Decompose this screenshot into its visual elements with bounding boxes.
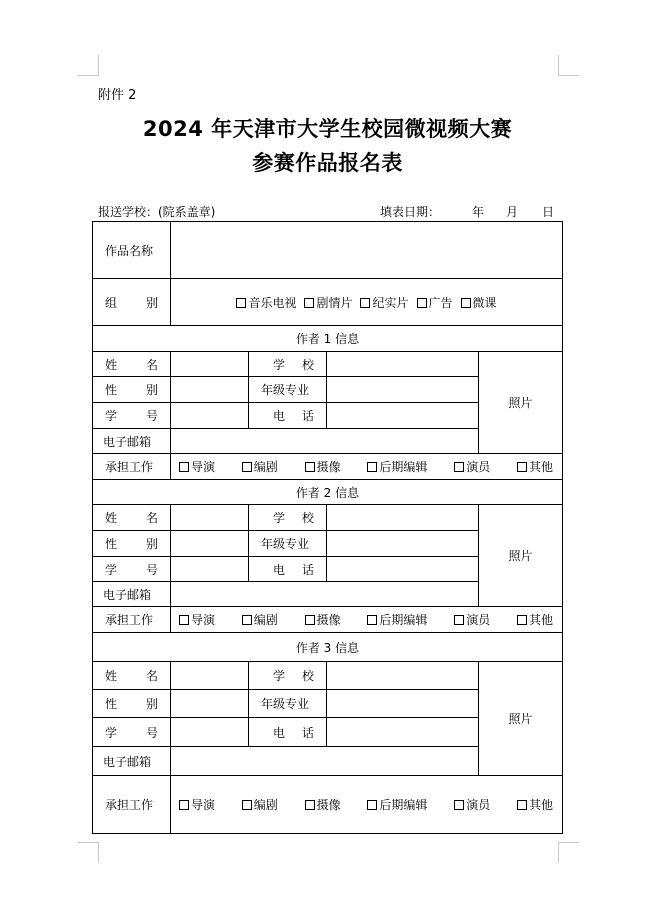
checkbox-icon[interactable]: [454, 462, 464, 472]
gender-label: 性 别: [93, 690, 171, 718]
phone-field[interactable]: [327, 557, 479, 582]
checkbox-icon[interactable]: [179, 462, 189, 472]
role-option[interactable]: 摄像: [305, 458, 341, 475]
role-option[interactable]: 导演: [179, 611, 215, 628]
role-option[interactable]: 导演: [179, 796, 215, 813]
attachment-label: 附件 2: [98, 88, 137, 103]
group-option[interactable]: 微课: [461, 294, 497, 311]
email-label: 电子邮箱: [93, 747, 171, 776]
phone-label: 电 话: [249, 557, 327, 582]
document-title: 2024 年天津市大学生校园微视频大赛: [142, 117, 513, 141]
gender-field[interactable]: [171, 531, 249, 557]
school-field[interactable]: [327, 662, 479, 690]
checkbox-icon[interactable]: [517, 800, 527, 810]
photo-box[interactable]: 照片: [479, 352, 563, 454]
major-label: 年级专业: [249, 377, 327, 403]
registration-form-table: [92, 221, 563, 834]
crop-mark: [78, 55, 99, 76]
role-option[interactable]: 后期编辑: [367, 611, 427, 628]
group-label: 组 别: [93, 279, 171, 326]
role-label: 承担工作: [93, 607, 171, 633]
student-id-label: 学 号: [93, 557, 171, 582]
email-label: 电子邮箱: [93, 429, 171, 454]
submit-school-label: 报送学校：(院系盖章): [98, 205, 216, 219]
checkbox-icon[interactable]: [517, 462, 527, 472]
gender-label: 性 别: [93, 377, 171, 403]
role-option[interactable]: 其他: [517, 458, 553, 475]
checkbox-icon[interactable]: [367, 615, 377, 625]
crop-mark: [558, 55, 579, 76]
email-label: 电子邮箱: [93, 582, 171, 607]
role-option[interactable]: 后期编辑: [367, 796, 427, 813]
name-label: 姓 名: [93, 352, 171, 377]
checkbox-icon[interactable]: [417, 298, 427, 308]
author-header: 作者 1 信息: [93, 326, 563, 352]
group-option[interactable]: 广告: [417, 294, 453, 311]
role-label: 承担工作: [93, 454, 171, 480]
student-id-label: 学 号: [93, 403, 171, 429]
checkbox-icon[interactable]: [454, 800, 464, 810]
email-field[interactable]: [171, 429, 479, 454]
role-option[interactable]: 导演: [179, 458, 215, 475]
email-field[interactable]: [171, 582, 479, 607]
checkbox-icon[interactable]: [305, 462, 315, 472]
role-option[interactable]: 编剧: [242, 611, 278, 628]
checkbox-icon[interactable]: [179, 800, 189, 810]
major-field[interactable]: [327, 377, 479, 403]
checkbox-icon[interactable]: [242, 615, 252, 625]
student-id-field[interactable]: [171, 718, 249, 747]
crop-mark: [558, 842, 579, 863]
checkbox-icon[interactable]: [242, 800, 252, 810]
checkbox-icon[interactable]: [236, 298, 246, 308]
phone-label: 电 话: [249, 403, 327, 429]
student-id-field[interactable]: [171, 403, 249, 429]
role-option[interactable]: 其他: [517, 796, 553, 813]
work-name-field[interactable]: [171, 222, 563, 279]
checkbox-icon[interactable]: [304, 298, 314, 308]
document-subtitle: 参赛作品报名表: [252, 151, 403, 175]
school-label: 学 校: [249, 352, 327, 377]
email-field[interactable]: [171, 747, 479, 776]
school-field[interactable]: [327, 505, 479, 531]
name-label: 姓 名: [93, 662, 171, 690]
student-id-field[interactable]: [171, 557, 249, 582]
name-label: 姓 名: [93, 505, 171, 531]
author-header: 作者 2 信息: [93, 480, 563, 505]
checkbox-icon[interactable]: [305, 800, 315, 810]
group-option[interactable]: 剧情片: [304, 294, 352, 311]
name-field[interactable]: [171, 352, 249, 377]
role-option[interactable]: 演员: [454, 796, 490, 813]
role-label: 承担工作: [93, 776, 171, 834]
school-label: 学 校: [249, 662, 327, 690]
checkbox-icon[interactable]: [367, 462, 377, 472]
student-id-label: 学 号: [93, 718, 171, 747]
role-option[interactable]: 摄像: [305, 611, 341, 628]
checkbox-icon[interactable]: [517, 615, 527, 625]
crop-mark: [78, 842, 99, 863]
gender-label: 性 别: [93, 531, 171, 557]
checkbox-icon[interactable]: [242, 462, 252, 472]
major-field[interactable]: [327, 531, 479, 557]
work-name-label: 作品名称: [93, 222, 171, 279]
checkbox-icon[interactable]: [461, 298, 471, 308]
checkbox-icon[interactable]: [367, 800, 377, 810]
role-option[interactable]: 其他: [517, 611, 553, 628]
role-option[interactable]: 演员: [454, 458, 490, 475]
checkbox-icon[interactable]: [179, 615, 189, 625]
phone-field[interactable]: [327, 403, 479, 429]
gender-field[interactable]: [171, 690, 249, 718]
role-option[interactable]: 后期编辑: [367, 458, 427, 475]
role-option[interactable]: 演员: [454, 611, 490, 628]
name-field[interactable]: [171, 662, 249, 690]
checkbox-icon[interactable]: [305, 615, 315, 625]
photo-box[interactable]: 照片: [479, 505, 563, 607]
major-field[interactable]: [327, 690, 479, 718]
name-field[interactable]: [171, 505, 249, 531]
gender-field[interactable]: [171, 377, 249, 403]
phone-label: 电 话: [249, 718, 327, 747]
checkbox-icon[interactable]: [360, 298, 370, 308]
role-option[interactable]: 摄像: [305, 796, 341, 813]
checkbox-icon[interactable]: [454, 615, 464, 625]
major-label: 年级专业: [249, 531, 327, 557]
school-label: 学 校: [249, 505, 327, 531]
group-option[interactable]: 音乐电视: [236, 294, 296, 311]
fill-date: 填表日期： 年 月 日: [380, 205, 555, 219]
major-label: 年级专业: [249, 690, 327, 718]
group-option[interactable]: 纪实片: [360, 294, 408, 311]
author-header: 作者 3 信息: [93, 633, 563, 662]
phone-field[interactable]: [327, 718, 479, 747]
role-option[interactable]: 编剧: [242, 458, 278, 475]
role-option[interactable]: 编剧: [242, 796, 278, 813]
school-field[interactable]: [327, 352, 479, 377]
photo-box[interactable]: 照片: [479, 662, 563, 776]
